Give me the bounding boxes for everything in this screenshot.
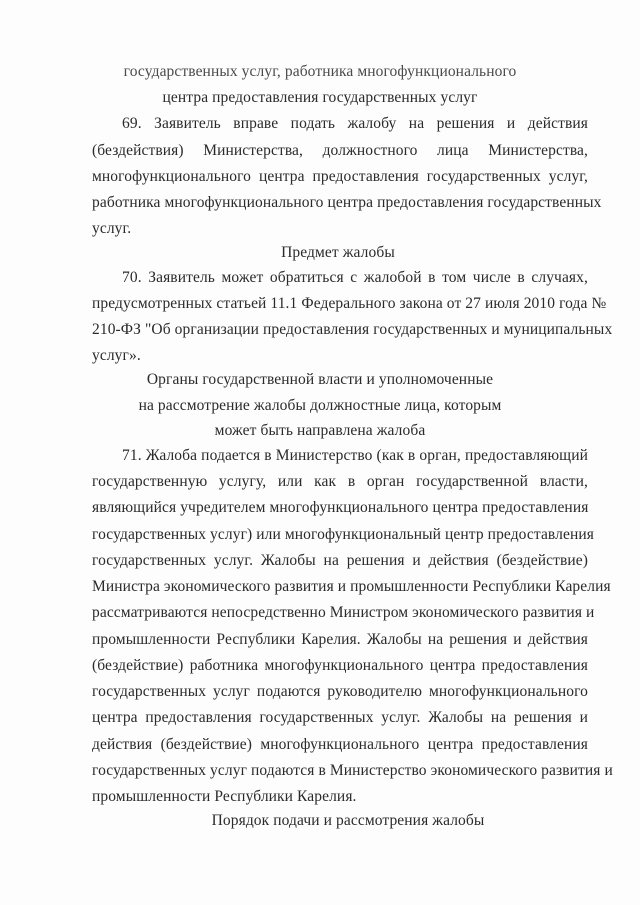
paragraph-71-line: центра предоставления государственных услуг. Жалобы на решения и — [92, 709, 588, 726]
paragraph-71-line: 71. Жалоба подается в Министерство (как в орган, предоставляющий — [122, 447, 588, 464]
section-heading-organs-line: может быть направлена жалоба — [214, 422, 426, 439]
paragraph-69-line: (бездействия) Министерства, должностного лица Министерства, — [92, 142, 588, 159]
paragraph-70-line: услуг». — [92, 347, 141, 364]
paragraph-71-line: государственных услуг подаются руководителю многофункционального — [92, 683, 588, 700]
paragraph-70-line: 70. Заявитель может обратиться с жалобой в том числе в случаях, — [122, 269, 588, 286]
section-heading-organs-line: на рассмотрение жалобы должностные лица, которым — [138, 397, 502, 414]
section-heading-subject: Предмет жалобы — [281, 244, 395, 261]
paragraph-71-line: рассматриваются непосредственно Министром экономического развития и — [92, 604, 595, 621]
paragraph-71-line: государственных услуг подаются в Министерство экономического развития и — [92, 762, 613, 779]
paragraph-71-line: Министра экономического развития и промышленности Республики Карелия — [92, 578, 611, 595]
paragraph-71-line: государственную услугу, или как в орган государственной власти, — [92, 473, 588, 490]
paragraph-71-line: государственных услуг. Жалобы на решения и действия (бездействие) — [92, 552, 588, 569]
section-heading-order: Порядок подачи и рассмотрения жалобы — [211, 812, 485, 829]
paragraph-71-line: государственных услуг) или многофункциональный центр предоставления — [92, 526, 594, 543]
paragraph-71-line: являющийся учредителем многофункционального центра предоставления — [92, 499, 589, 516]
section-heading-organs-line: Органы государственной власти и уполномоченные — [146, 371, 494, 388]
paragraph-69-line: 69. Заявитель вправе подать жалобу на решения и действия — [122, 115, 588, 132]
paragraph-70-line: 210-ФЗ "Об организации предоставления государственных и муниципальных — [92, 321, 613, 338]
paragraph-69-line: услуг. — [92, 220, 132, 237]
paragraph-70-line: предусмотренных статьей 11.1 Федерального закона от 27 июля 2010 года № — [92, 295, 607, 312]
paragraph-69-line: многофункционального центра предоставления государственных услуг, — [92, 168, 588, 185]
paragraph-69-line: работника многофункционального центра предоставления государственных — [92, 194, 602, 211]
paragraph-71-line: (бездействие) работника многофункционального центра предоставления — [92, 657, 588, 674]
paragraph-71-line: действия (бездействие) многофункционального центра предоставления — [92, 736, 588, 753]
section-heading-line: государственных услуг, работника многофункционального — [123, 63, 517, 80]
paragraph-71-line: промышленности Республики Карелия. — [92, 788, 357, 805]
section-heading-line: центра предоставления государственных услуг — [162, 89, 478, 106]
paragraph-71-line: промышленности Республики Карелия. Жалобы на решения и действия — [92, 631, 588, 648]
